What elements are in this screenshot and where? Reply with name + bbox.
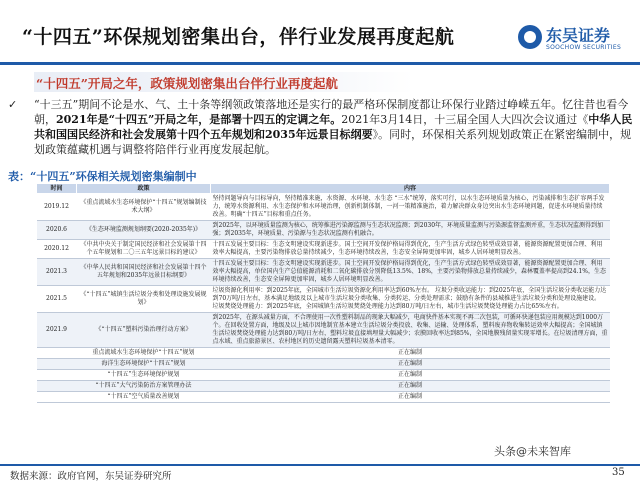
paragraph-bold-1: 2021年是“十四五”开局之年，是部署十四五的定调之年。 xyxy=(56,113,342,126)
row-policy: 《中共中央关于制定国民经济和社会发展第十四个五年规划和二〇三五年远景目标的建议》 xyxy=(77,240,211,259)
table-row xyxy=(37,194,610,221)
logo-icon xyxy=(518,25,542,49)
brand-logo xyxy=(518,22,630,58)
paragraph-text-1: “十三五”期间不论是水、气、土十条等纲领政策落地还是实行的最严格环保制度都让环保行业踏过峥嵘五年。忆往昔也看今朝， xyxy=(34,98,629,126)
table-row xyxy=(37,381,610,392)
logo-name: 东吴证券 xyxy=(546,26,611,45)
row-policy: 《中华人民共和国国民经济和社会发展第十四个五年规划和2035年远景目标纲要》 xyxy=(77,259,211,286)
row-policy: 海洋生态环境保护“十四五”规划 xyxy=(77,359,211,370)
row-content: 正在编制 xyxy=(211,370,610,381)
row-policy: “十四五”生态环境保护规划 xyxy=(77,370,211,381)
row-content: 正在编制 xyxy=(211,359,610,370)
logo-english-name: SOOCHOW SECURITIES xyxy=(546,44,622,51)
table-row xyxy=(37,392,610,403)
section-heading: “十四五”开局之年，政策规划密集出台伴行业再度起航 xyxy=(36,76,338,91)
row-year: 2021.3 xyxy=(37,259,77,286)
row-policy: 重点流域水生态环境保护“十四五”规划 xyxy=(77,348,211,359)
row-year: 2021.9 xyxy=(37,313,77,348)
table-row xyxy=(37,370,610,381)
row-policy: 《重点流域水生态环境保护“十四五”规划编制技术大纲》 xyxy=(77,194,211,221)
table-caption: 表：“十四五”环保相关规划密集编制中 xyxy=(8,170,197,183)
column-header-policy: 政策 xyxy=(77,184,211,194)
data-source: 数据来源：政府官网，东吴证券研究所 xyxy=(10,471,172,482)
row-policy: 《“十四五”塑料污染治理行动方案》 xyxy=(77,313,211,348)
row-year: 2020.6 xyxy=(37,221,77,240)
table-row xyxy=(37,259,610,286)
row-content: 到2025年，以环境质量监测为核心，统筹推进污染源监测与生态状况监测；到2030年，环境质量监测与污染源监督监测并重，生态状况监测得到加强；到2035年，环境质量、污染源与生态状况监测有机融合。 xyxy=(211,221,610,240)
row-year: 2019.12 xyxy=(37,194,77,221)
row-policy: 《“十四五”城镇生活垃圾分类和处理设施发展规划》 xyxy=(77,286,211,313)
section-heading-band xyxy=(34,72,414,92)
row-policy: 《生态环境监测规划纲要(2020-2035年)》 xyxy=(77,221,211,240)
page-title: “十四五”环保规划密集出台，伴行业发展再度起航 xyxy=(22,26,455,48)
row-year: 2020.12 xyxy=(37,240,77,259)
row-content: 到2025年，在源头减量方面，不合理使用一次性塑料制品的现象大幅减少，电商快件基本实现不再二次包装，可循环快递包装应用规模达到1000万个。在回收处置方面，地级及以上城市因地制宜基本建立生活垃圾分类投放、收集、运输、处理体系，塑料废弃物收集转运效率大幅提高；全国城镇生活垃圾焚烧处理能力达到80万吨/日左右，塑料垃圾直接填埋量大幅减少；农膜回收率达到85%，全国地膜残留量实现零增长。在垃圾清理方面，重点水域、重点旅游景区、农村地区的历史遗留露天塑料垃圾基本清零。 xyxy=(211,313,610,348)
row-content: 正在编制 xyxy=(211,348,610,359)
paragraph-bold-2: 中华人民共和国国民经济和社会发展第十四个五年规划和2035年远景目标纲要 xyxy=(34,113,633,141)
table-header-row xyxy=(37,184,610,194)
row-content: 正在编制 xyxy=(211,381,610,392)
table-row xyxy=(37,359,610,370)
page-number: 35 xyxy=(612,467,625,478)
row-policy: “十四五”大气污染防治方案管理办法 xyxy=(77,381,211,392)
footer-divider xyxy=(0,464,640,466)
row-year xyxy=(37,381,77,392)
row-year xyxy=(37,348,77,359)
intro-paragraph xyxy=(8,97,636,157)
checkmark-icon: ✓ xyxy=(8,98,18,111)
column-header-time: 时间 xyxy=(37,184,77,194)
row-content: 坚持问题导向与目标导向，坚持精准来施，水资源、水环境、水生态 “三水”统筹，落实可行，以水生态环境质量为核心，污染减排和生态扩容两手发力，统筹水资源利用、水生态保护和水环境治理，创新机制体制，一河一策精准施治，着力解决群众身边突出水生态环境问题，促进水环境质量持续改善。明确“十四五”目标和重点任务。 xyxy=(211,194,610,221)
header-divider xyxy=(0,62,640,65)
table-row xyxy=(37,240,610,259)
row-content: 垃圾资源化利用率：到2025年底，全国城市生活垃圾资源化利用率达到60%左右。 垃圾分类收运能力：到2025年底，全国生活垃圾分类收运能力达到70万吨/日左右，基本满足地级及以上城市生活垃圾分类收集、分类转运、分类处理需求；鼓励有条件的县城推进生活垃圾分类和处理设施建设。 垃圾焚烧处理能力：到2025年底，全国城镇生活垃圾焚烧处理能力达到80万吨/日左右，城市生活垃圾焚烧处理能力占比65%左右。 xyxy=(211,286,610,313)
row-year xyxy=(37,392,77,403)
row-policy: “十四五”空气质量改善规划 xyxy=(77,392,211,403)
watermark: 头条@未来智库 xyxy=(494,445,571,458)
table-row xyxy=(37,286,610,313)
row-content: 正在编制 xyxy=(211,392,610,403)
row-year: 2021.5 xyxy=(37,286,77,313)
table-row xyxy=(37,313,610,348)
table-row xyxy=(37,221,610,240)
row-content: 十四五发展主要目标：生态文明建设实现新进步。国土空间开发保护格局得到优化，生产生活方式绿色转型成效显著，能源资源配置更加合理、利用效率大幅提高，单位国内生产总值能源消耗和二氧化碳排放分别降低13.5%、18%，主要污染物排放总量持续减少，森林覆盖率提高到24.1%，生态环境持续改善，生态安全屏障更加牢固，城乡人居环境明显改善。 xyxy=(211,259,610,286)
paragraph-text-2: 2021年3月14日，十三届全国人大四次会议通过《 xyxy=(341,113,589,126)
row-content: 十四五发展主要目标：生态文明建设实现新进步。国土空间开发保护格局得到优化，生产生活方式绿色转型成效显著，能源资源配置更加合理、利用效率大幅提高，主要污染物排放总量持续减少，生态环境持续改善，生态安全屏障更加牢固，城乡人居环境明显改善。 xyxy=(211,240,610,259)
column-header-content: 内容 xyxy=(211,184,610,194)
row-year xyxy=(37,359,77,370)
paragraph-text-3: 》。同时，环保相关系列规划政策正在紧密编制中，规划政策蕴藏机遇与调整将陪伴行业再度发展起航。 xyxy=(34,128,632,156)
table-row xyxy=(37,348,610,359)
policy-table xyxy=(36,183,610,403)
row-year xyxy=(37,370,77,381)
